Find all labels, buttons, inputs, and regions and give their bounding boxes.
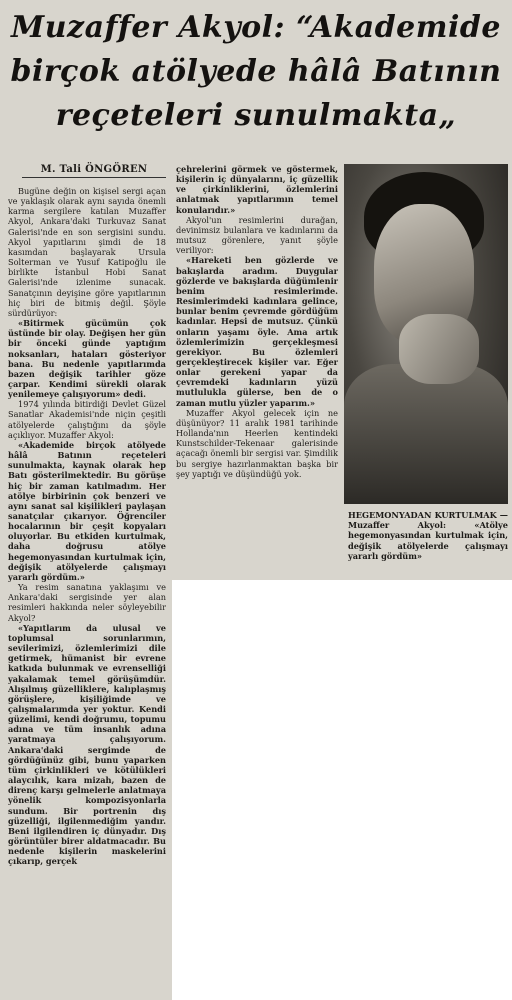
paragraph: Bugüne değin on kişisel sergi açan ve yaklaşık olarak aynı sayıda önemli karma sergilere katılan Muzaffer Akyol, Ankara'daki Turkuvaz Sanat Galerisi'nde en son sergisini sundu. Akyol yapıtlarını şimdi de 18 kasımdan başlayarak Ursula Solterman ve Yusuf Katipoğlu ile birlikte İstanbul Hobi Sanat Galerisi'nde izlenime sunacak. Sanatçının deyişine göre yapıtlarının hiç biri de bitmiş değil. Şöyle sürdürüyor: bbox=[8, 186, 166, 318]
paragraph: «Bitirmek gücümün çok üstünde bir olay. Değişen her gün bir önceki günde yaptığım noksanları, hataları gösteriyor bana. Bu nedenle yapıtlarımda bazen değişik tarihler göze çarpar. Kendimi sürekli olarak yenilemeye çalışıyorum» dedi. bbox=[8, 318, 166, 400]
headline-line-2: birçok atölyede hâlâ Batının bbox=[10, 54, 502, 89]
paragraph: 1974 yılında bitirdiği Devlet Güzel Sanatlar Akademisi'nde niçin çeşitli atölyelerde çalıştığını da şöyle açıklıyor. Muzaffer Akyol: bbox=[8, 399, 166, 440]
headline-line-1: Muzaffer Akyol: “Akademide bbox=[11, 10, 501, 45]
paragraph: Muzaffer Akyol gelecek için ne düşünüyor? 11 aralık 1981 tarihinde Hollanda'nın Heerlen kentindeki Kunstschilder-Tekenaar galerisinde açacağı önemli bir sergisi var. Şimdilik bu sergiye hazırlanmaktan başka bir şey yaptığı ve düşündüğü yok. bbox=[176, 407, 338, 479]
column-1 bbox=[8, 186, 166, 998]
paragraph: «Yapıtlarım da ulusal ve toplumsal sorunlarımın, sevilerimizi, özlemlerimizi dile getirmek, hümanist bir evrene katkıda bulunmak ve evrenselliği yakalamak temel görüşümdür. Alışılmış güzelliklere, kalıplaşmış görüşlere, kişiliğimde ve çalışmalarımda yer yoktur. Kendi güzelimi, kendi doğrumu, topumu adına ve tüm insanlık adına yaratmaya çalışıyorum. Ankara'daki sergimde de gördüğünüz gibi, bunu yaparken tüm çirkinlikleri ve kötülükleri alaycılık, kara mizah, bazen de direnç karşı gelmelerle anlatmaya yönelik kompozisyonlarla sundum. Bir portrenin dış güzelliği, ilgilenmediğim yandır. Beni ilgilendiren iç dünyadır. Dış görüntüler birer aldatmacadır. Bu nedenle kişilerin maskelerini çıkarıp, gerçek bbox=[8, 622, 166, 867]
photo-hand-shape bbox=[399, 314, 479, 384]
paragraph: Ya resim sanatına yaklaşımı ve Ankara'daki sergisinde yer alan resimleri hakkında neler söyleyebilir Akyol? bbox=[8, 582, 166, 623]
paragraph: çehrelerini görmek ve göstermek, kişilerin iç dünyalarını, iç güzellik ve çirkinliklerini, özlemlerini anlatmak yapıtlarımın temel konularıdır.» bbox=[176, 164, 338, 215]
byline: M. Tali ÖNGÖREN bbox=[22, 164, 166, 178]
photo-caption: HEGEMONYADAN KURTULMAK — Muzaffer Akyol: «Atölye hegemonyasından kurtulmak için, değişik atölyelerde çalışmayı yararlı gördüm» bbox=[348, 510, 508, 561]
headline bbox=[0, 6, 512, 138]
paragraph: Akyol'un resimlerini durağan, devinimsiz bulanlara ve kadınlarını da mutsuz görenlere, yanıt şöyle veriliyor: bbox=[176, 214, 338, 256]
paragraph: «Hareketi ben gözlerde ve bakışlarda aradım. Duygular gözlerde ve bakışlarda düğümlenir benim resimlerimde. Resimlerimdeki kadınlara gelince, bunlar benim çevremde gördüğüm kadınlar. Hepsi de mutsuz. Çünkü onların yaşamı öyle. Ama artık özlemlerimizin gerçekleşmesi gerekiyor. Bu özlemleri gerçekleştirecek kişiler var. Eğer onlar gerekeni yapar da çevremdeki kadınların yüzü mutlulukla gülerse, ben de o zaman mutlu yüzler yaparım.» bbox=[176, 255, 338, 408]
photo-body-shape bbox=[344, 364, 508, 504]
portrait-photo bbox=[344, 164, 508, 504]
column-2 bbox=[176, 164, 338, 574]
paragraph: «Akademide birçok atölyede hâlâ Batının reçeteleri sunulmakta, kaynak olarak hep Batı gösterilmektedir. Bu görüşe hiç bir zaman katılmadım. Her atölye birbirinin çok benzeri ve aynı sanat sal kişilikleri paylaşan sanatçılar çıkarıyor. Öğrenciler hocalarının bir çeşit kopyaları oluyorlar. Bu etkiden kurtulmak, daha doğrusu atölye hegemonyasından kurtulmak için, değişik atölyelerde çalışmayı yararlı gördüm.» bbox=[8, 439, 166, 582]
headline-line-3: reçeteleri sunulmakta„ bbox=[55, 98, 457, 133]
